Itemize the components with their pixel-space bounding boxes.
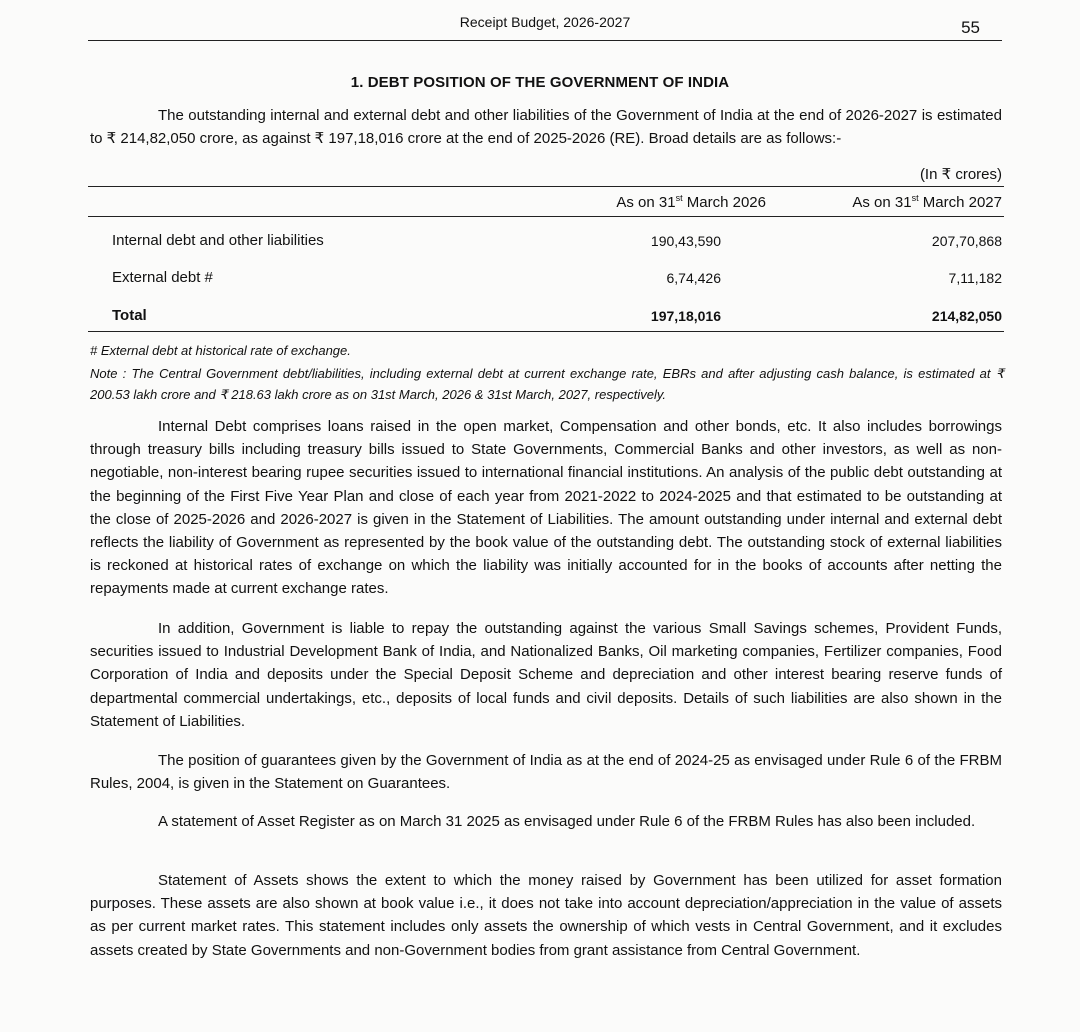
debt-table (88, 186, 1004, 332)
cell-total-2027: 214,82,050 (931, 308, 1002, 324)
cell-total-2026: 197,18,016 (650, 308, 721, 324)
document-title: Receipt Budget, 2026-2027 (459, 14, 631, 30)
paragraph-additional-liabilities: In addition, Government is liable to repay the outstanding against the various Small Savings schemes, Provident Funds, securities issued to Industrial Development Bank of India, and Nationalized Banks, Oil marketing companies, Fertilizer companies, Food Corporation of India and deposits under the Special Deposit Scheme and depreciation and other interest bearing reserve funds of departmental commercial undertakings, etc., deposits of local funds and civil deposits. Details of such liabilities are also shown in the Statement of Liabilities. (90, 620, 1002, 730)
table-footnote: # External debt at historical rate of exchange. (90, 343, 351, 358)
page-number: 55 (961, 18, 980, 37)
cell-internal-debt-2026: 190,43,590 (650, 233, 721, 249)
column-header-2027: As on 31st March 2027 (852, 193, 1002, 211)
row-label-external-debt: External debt # (112, 269, 213, 286)
intro-paragraph: The outstanding internal and external debt and other liabilities of the Government of India at the end of 2026-2027 is estimated to ₹ 214,82,050 crore, as against ₹ 197,18,016 crore at the end of 2025-2026 (RE). Broad details are as follows:- (90, 107, 1002, 148)
table-header-divider (88, 216, 1004, 217)
paragraph-guarantees: The position of guarantees given by the Government of India as at the end of 2024-25 as envisaged under Rule 6 of the FRBM Rules, 2004, is given in the Statement on Guarantees. (90, 752, 1002, 793)
page-header (88, 10, 1002, 41)
row-label-internal-debt: Internal debt and other liabilities (112, 232, 324, 249)
column-header-2026: As on 31st March 2026 (616, 193, 766, 211)
paragraph-statement-of-assets: Statement of Assets shows the extent to which the money raised by Government has been utilized for asset formation purposes. These assets are also shown at book value i.e., it does not take into account depreciation/appreciation in the value of assets as per current market rates. This statement includes only assets the ownership of which vests in Central Government, and it excludes assets created by State Governments and non-Government bodies from grant assistance from Central Government. (90, 872, 1002, 959)
section-heading: 1. DEBT POSITION OF THE GOVERNMENT OF INDIA (350, 74, 730, 91)
cell-external-debt-2027: 7,11,182 (948, 270, 1002, 286)
table-units: (In ₹ crores) (919, 166, 1002, 183)
paragraph-internal-debt: Internal Debt comprises loans raised in the open market, Compensation and other bonds, etc. It also includes borrowings through treasury bills including treasury bills issued to State Governments, Commercial Banks and other investors, as well as non-negotiable, non-interest bearing rupee securities issued to international financial institutions. An analysis of the public debt outstanding at the beginning of the First Five Year Plan and close of each year from 2021-2022 to 2024-2025 and that estimated to be outstanding at the close of 2025-2026 and 2026-2027 is given in the Statement of Liabilities. The amount outstanding under internal and external debt reflects the liability of Government as represented by the book value of the outstanding debt. The outstanding stock of external liabilities is reckoned at historical rates of exchange on which the liability was initially accounted for in the books of accounts after netting the repayments made at current exchange rates. (90, 418, 1002, 598)
paragraph-asset-register: A statement of Asset Register as on March 31 2025 as envisaged under Rule 6 of the FRBM Rules has also been included. (158, 813, 976, 830)
cell-internal-debt-2027: 207,70,868 (931, 233, 1002, 249)
cell-external-debt-2026: 6,74,426 (666, 270, 721, 286)
table-note: Note : The Central Government debt/liabilities, including external debt at current exchange rate, EBRs and after adjusting cash balance, is estimated at ₹ 200.53 lakh crore and ₹ 218.63 lakh crore as on 31st March, 2026 & 31st March, 2027, respectively. (90, 366, 1004, 402)
row-label-total: Total (112, 307, 147, 324)
